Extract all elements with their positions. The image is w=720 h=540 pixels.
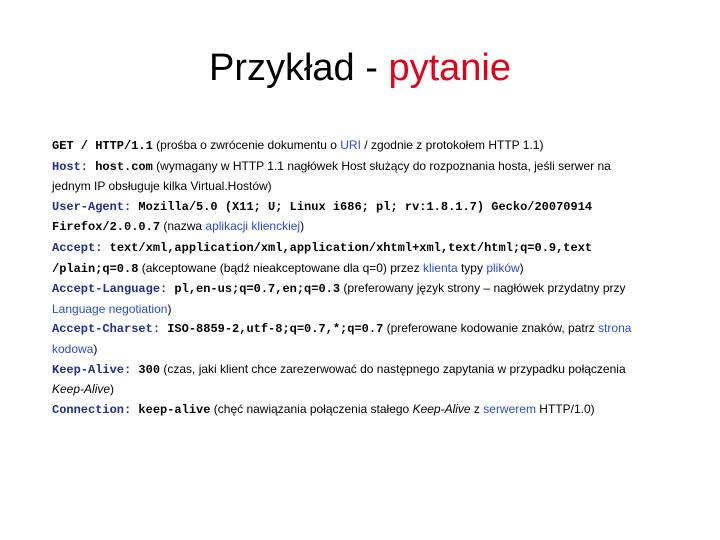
page-title xyxy=(0,44,720,92)
hyperlink[interactable]: plików xyxy=(486,260,520,275)
description-text: ) xyxy=(110,382,115,397)
header-name: Host: xyxy=(52,159,89,174)
request-line xyxy=(52,136,664,157)
title-main: Przykład - xyxy=(208,47,389,89)
hyperlink[interactable]: strona xyxy=(598,321,632,336)
description-text: HTTP/1.0) xyxy=(535,401,595,416)
hyperlink[interactable]: serwerem xyxy=(483,401,536,416)
request-line xyxy=(52,238,664,259)
request-line xyxy=(52,400,664,421)
hyperlink[interactable]: kodowa xyxy=(52,341,94,356)
code-value: /plain;q=0.8 xyxy=(52,261,139,276)
description-text: jednym IP obsługuje kilka Virtual.Hostów) xyxy=(52,179,272,194)
code-value: 300 xyxy=(131,362,161,377)
italic-term: Keep-Alive xyxy=(52,382,111,397)
description-text: ) xyxy=(93,341,98,356)
description-text: ) xyxy=(300,219,305,234)
request-line xyxy=(52,300,664,320)
description-text: (wymagany w HTTP 1.1 nagłówek Host służący do rozpoznania hosta, jeśli serwer na xyxy=(152,158,611,173)
request-line xyxy=(52,340,664,360)
request-line xyxy=(52,217,664,238)
header-name: Accept-Language: xyxy=(52,282,168,297)
request-line xyxy=(52,319,664,340)
description-text: (prośba o zwrócenie dokumentu o xyxy=(152,138,341,152)
code-value: keep-alive xyxy=(131,402,211,417)
description-text: / zgodnie z protokołem HTTP 1.1) xyxy=(360,138,544,152)
description-text: (chęć nawiązania połączenia stałego xyxy=(210,401,413,416)
italic-term: Keep-Alive xyxy=(412,401,471,416)
description-text: ) xyxy=(519,260,524,275)
code-value: host.com xyxy=(88,159,153,174)
description-text: (preferowane kodowanie znaków, patrz xyxy=(383,321,599,336)
title-accent: pytanie xyxy=(388,47,512,89)
code-value: text/xml,application/xml,application/xhtml+xml,text/html;q=0.9,text xyxy=(102,240,593,255)
request-line xyxy=(52,259,664,280)
http-request-example xyxy=(52,136,664,420)
header-name: User-Agent: xyxy=(52,199,132,214)
description-text: (akceptowane (bądź nieakceptowane dla q=0) przez xyxy=(138,260,423,275)
request-line xyxy=(52,360,664,381)
description-text: (preferowany język strony – nagłówek przydatny przy xyxy=(340,281,626,296)
header-name: Accept-Charset: xyxy=(52,322,161,337)
description-text: ) xyxy=(167,301,172,316)
code-value: GET / HTTP/1.1 xyxy=(52,139,153,153)
description-text: z xyxy=(470,401,484,416)
code-value: ISO-8859-2,utf-8;q=0.7,*;q=0.7 xyxy=(160,322,384,337)
header-name: Accept: xyxy=(52,240,103,255)
code-value: Mozilla/5.0 (X11; U; Linux i686; pl; rv:1.8.1.7) Gecko/20070914 xyxy=(131,199,593,214)
hyperlink[interactable]: URI xyxy=(340,138,361,152)
request-line xyxy=(52,157,664,178)
request-line xyxy=(52,380,664,400)
hyperlink[interactable]: aplikacji klienckiej xyxy=(205,219,301,234)
description-text: typy xyxy=(457,260,487,275)
header-name: Connection: xyxy=(52,402,132,417)
hyperlink[interactable]: klienta xyxy=(422,260,458,275)
header-name: Keep-Alive: xyxy=(52,362,132,377)
request-line xyxy=(52,197,664,218)
hyperlink[interactable]: Language negotiation xyxy=(52,301,168,316)
request-line xyxy=(52,177,664,197)
description-text: (nazwa xyxy=(160,219,206,234)
description-text: (czas, jaki klient chce zarezerwować do następnego zapytania w przypadku połączenia xyxy=(160,361,626,376)
code-value: pl,en-us;q=0.7,en;q=0.3 xyxy=(167,282,341,297)
code-value: Firefox/2.0.0.7 xyxy=(52,220,161,235)
request-line xyxy=(52,279,664,300)
